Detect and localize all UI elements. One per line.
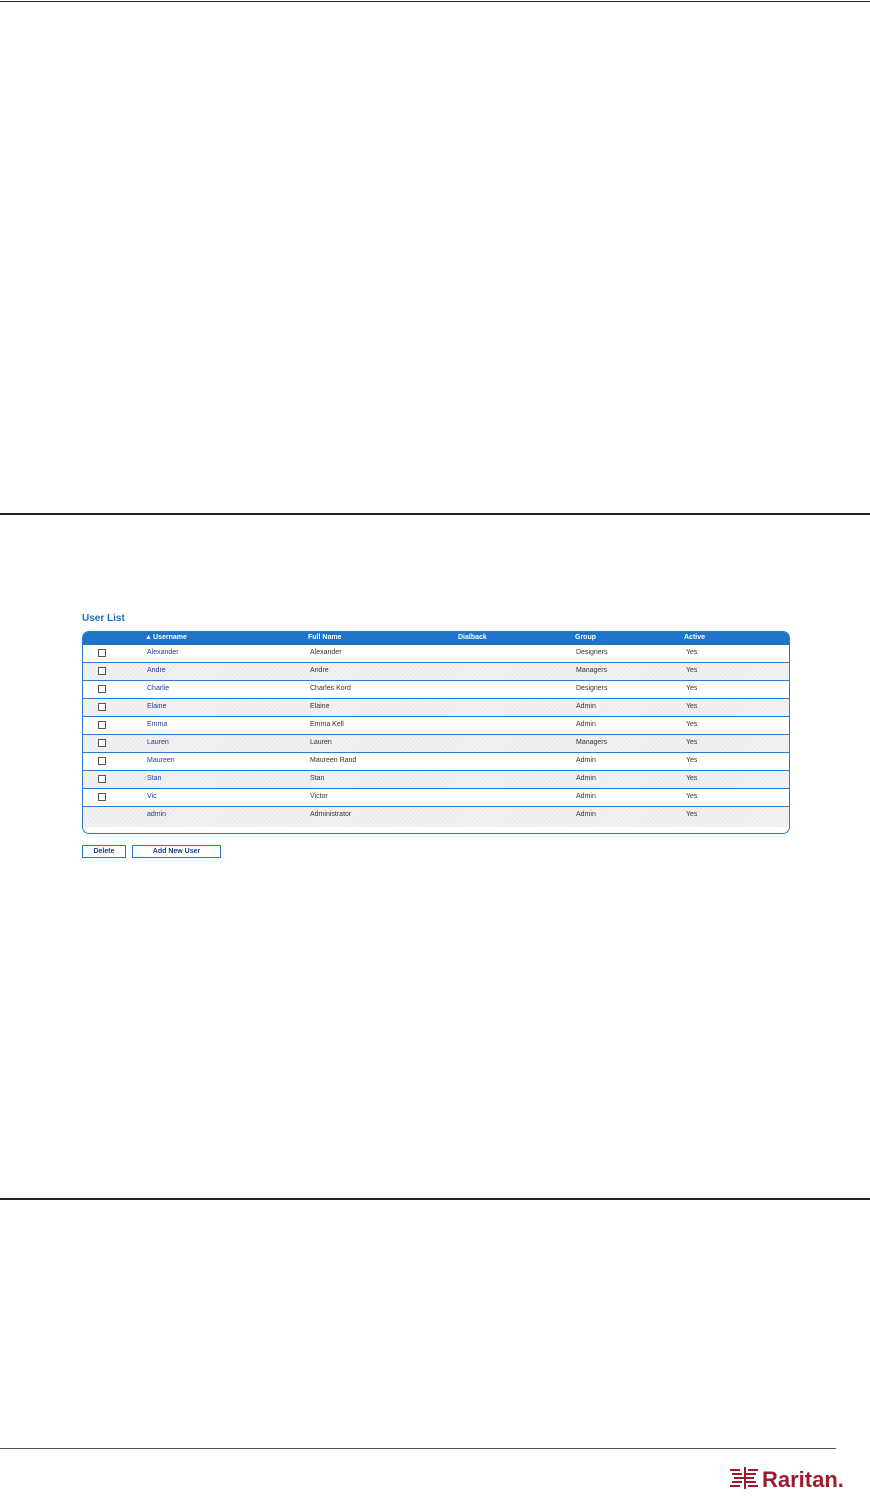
full-name-cell: Maureen Rand [310, 757, 357, 764]
table-row [83, 663, 789, 681]
table-body [83, 645, 789, 827]
username-link[interactable]: Emma [147, 721, 168, 728]
table-row [83, 699, 789, 717]
row-select-checkbox[interactable] [98, 667, 106, 675]
user-table [82, 631, 790, 834]
row-select-checkbox[interactable] [98, 775, 106, 783]
full-name-cell: Charles Kord [310, 685, 351, 692]
top-page-rule [0, 1, 870, 2]
active-cell: Yes [686, 721, 698, 728]
column-header-group[interactable]: Group [575, 634, 596, 641]
group-cell: Designers [576, 649, 608, 656]
username-link[interactable]: Lauren [147, 739, 169, 746]
full-name-cell: Alexander [310, 649, 342, 656]
row-select-checkbox[interactable] [98, 703, 106, 711]
column-header-dialback[interactable]: Dialback [458, 634, 487, 641]
section-divider-2 [0, 1198, 870, 1200]
table-row [83, 717, 789, 735]
sort-asc-icon: ▲ [145, 634, 152, 641]
table-row [83, 735, 789, 753]
full-name-cell: Administrator [310, 811, 352, 818]
logo-text: Raritan. [762, 1467, 844, 1491]
column-header-active[interactable]: Active [684, 634, 706, 641]
active-cell: Yes [686, 775, 698, 782]
username-link[interactable]: admin [147, 811, 167, 818]
full-name-cell: Elaine [310, 703, 330, 710]
active-cell: Yes [686, 811, 698, 818]
full-name-cell: Lauren [310, 739, 332, 746]
user-list-title: User List [82, 613, 125, 624]
username-link[interactable]: Alexander [147, 649, 179, 656]
group-cell: Designers [576, 685, 608, 692]
active-cell: Yes [686, 649, 698, 656]
active-cell: Yes [686, 793, 698, 800]
table-row [83, 753, 789, 771]
username-link[interactable]: Andre [147, 667, 166, 674]
row-select-checkbox[interactable] [98, 649, 106, 657]
username-link[interactable]: Maureen [147, 757, 175, 764]
full-name-cell: Stan [310, 775, 325, 782]
group-cell: Admin [576, 757, 596, 764]
active-cell: Yes [686, 667, 698, 674]
row-select-checkbox[interactable] [98, 685, 106, 693]
row-select-checkbox[interactable] [98, 721, 106, 729]
row-select-checkbox[interactable] [98, 739, 106, 747]
username-link[interactable]: Stan [147, 775, 162, 782]
group-cell: Admin [576, 793, 596, 800]
row-select-checkbox[interactable] [98, 793, 106, 801]
section-divider-1 [0, 513, 870, 515]
group-cell: Managers [576, 667, 608, 674]
raritan-logo [730, 1463, 862, 1491]
table-row [83, 789, 789, 807]
full-name-cell: Victor [310, 793, 328, 800]
group-cell: Admin [576, 775, 596, 782]
group-cell: Managers [576, 739, 608, 746]
add-new-user-button[interactable]: Add New User [132, 845, 221, 858]
table-row [83, 771, 789, 789]
active-cell: Yes [686, 757, 698, 764]
username-link[interactable]: Charlie [147, 685, 170, 692]
active-cell: Yes [686, 703, 698, 710]
active-cell: Yes [686, 739, 698, 746]
column-header-username[interactable]: Username [153, 634, 187, 641]
full-name-cell: Andre [310, 667, 329, 674]
group-cell: Admin [576, 721, 596, 728]
active-cell: Yes [686, 685, 698, 692]
username-link[interactable]: Elaine [147, 703, 167, 710]
row-select-checkbox[interactable] [98, 757, 106, 765]
username-link[interactable]: Vic [147, 793, 157, 800]
group-cell: Admin [576, 703, 596, 710]
footer-rule [0, 1448, 836, 1449]
table-row [83, 645, 789, 663]
full-name-cell: Emma Kell [310, 721, 344, 728]
group-cell: Admin [576, 811, 596, 818]
column-header-full-name[interactable]: Full Name [308, 634, 342, 641]
table-row [83, 807, 789, 827]
table-header [83, 632, 789, 645]
delete-button[interactable]: Delete [82, 845, 126, 858]
table-row [83, 681, 789, 699]
